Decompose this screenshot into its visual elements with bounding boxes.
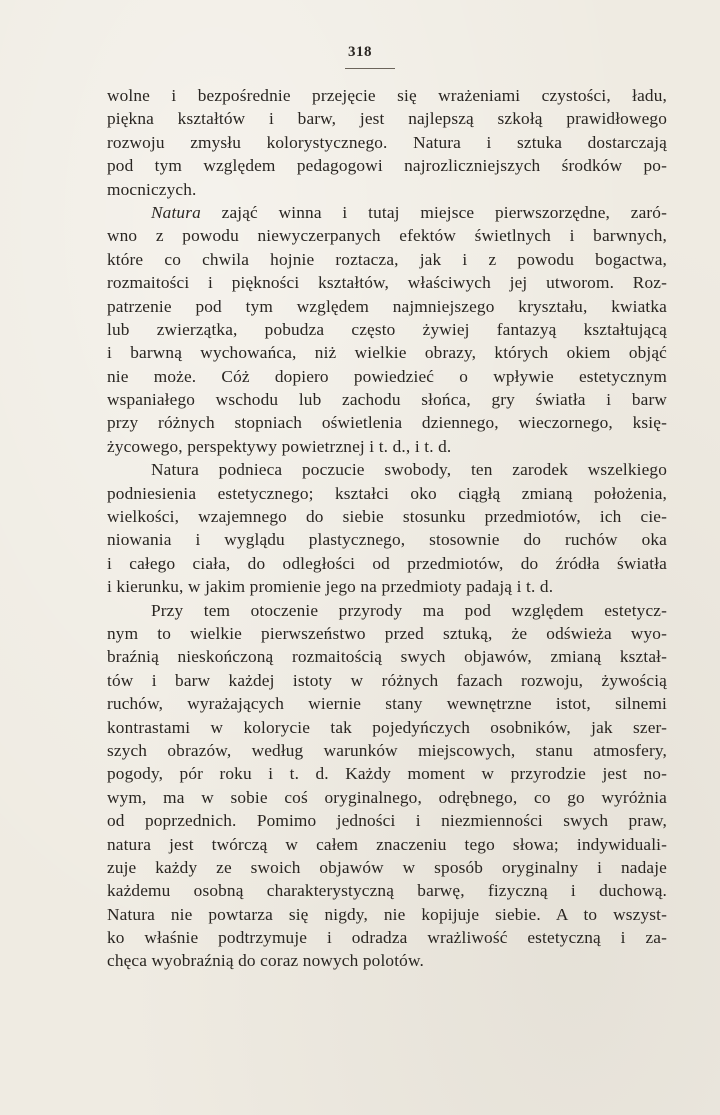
- text-line: niowania i wyglądu plastycznego, stosownie do ruchów oka: [107, 530, 667, 550]
- text-line: które co chwila hojnie roztacza, jak i z powodu bogactwa,: [107, 249, 667, 269]
- page-number-rule: [345, 68, 395, 69]
- text-line: nym to wielkie pierwszeństwo przed sztuką, że odświeża wyo-: [107, 623, 667, 643]
- text-line: rozwoju zmysłu kolorystycznego. Natura i sztuka dostarczają: [107, 132, 667, 152]
- text-line: wielkości, wzajemnego do siebie stosunku przedmiotów, ich cie-: [107, 507, 667, 527]
- text-line: nie może. Cóż dopiero powiedzieć o wpływie estetycznym: [107, 366, 667, 386]
- text-line: Natura nie powtarza się nigdy, nie kopijuje siebie. A to wszyst-: [107, 904, 667, 924]
- text-line: szych obrazów, według warunków miejscowych, stanu atmosfery,: [107, 740, 667, 760]
- italic-word: Natura: [151, 202, 201, 222]
- text-line: [107, 201, 667, 224]
- text-line: i barwną wychowańca, niż wielkie obrazy, których okiem objąć: [107, 343, 667, 363]
- text-line: mocniczych.: [107, 179, 197, 199]
- page-number: 318: [348, 44, 372, 60]
- text-line: każdemu osobną charakterystyczną barwę, fizyczną i duchową.: [107, 881, 667, 901]
- text-line: kontrastami w kolorycie tak pojedyńczych osobników, jak szer-: [107, 717, 667, 737]
- text-line: Przy tem otoczenie przyrody ma pod względem estetycz-: [151, 600, 667, 620]
- text-line: natura jest twórczą w całem znaczeniu tego słowa; indywiduali-: [107, 834, 667, 854]
- text-line: wolne i bezpośrednie przejęcie się wrażeniami czystości, ładu,: [107, 86, 667, 105]
- text-line: ruchów, wyrażających wiernie stany wewnętrzne istot, silnemi: [107, 694, 667, 714]
- text-line: i kierunku, w jakim promienie jego na przedmioty padają i t. d.: [107, 577, 554, 597]
- text-line: chęca wyobraźnią do coraz nowych polotów.: [107, 951, 424, 971]
- text-line: życowego, perspektywy powietrznej i t. d., i t. d.: [107, 436, 452, 456]
- text-line: ko właśnie podtrzymuje i odradza wrażliwość estetyczną i za-: [107, 928, 667, 948]
- text-line: braźnią nieskończoną rozmaitością swych objawów, zmianą kształ-: [107, 647, 667, 667]
- text-line: Natura podnieca poczucie swobody, ten zarodek wszelkiego: [151, 460, 667, 480]
- text-line: zuje każdy ze swoich objawów w sposób oryginalny i nadaje: [107, 857, 667, 877]
- text-line: pogody, pór roku i t. d. Każdy moment w przyrodzie jest no-: [107, 764, 667, 784]
- paragraph: [107, 84, 667, 201]
- text-line: i całego ciała, do odległości od przedmiotów, do źródła światła: [107, 553, 667, 573]
- text-segment: zająć winna i tutaj miejsce pierwszorzędne, zaró-: [200, 202, 667, 222]
- text-line: od poprzednich. Pomimo jedności i niezmienności swych praw,: [107, 811, 667, 831]
- text-line: rozmaitości i piękności kształtów, właściwych jej utworom. Roz-: [107, 273, 667, 293]
- body-text: [107, 84, 667, 973]
- paragraph: [107, 458, 667, 598]
- text-line: wym, ma w sobie coś oryginalnego, odrębnego, co go wyróżnia: [107, 787, 667, 807]
- text-line: tów i barw każdej istoty w różnych fazach rozwoju, żywością: [107, 670, 667, 690]
- paragraph: [107, 599, 667, 973]
- text-line: piękna kształtów i barw, jest najlepszą szkołą prawidłowego: [107, 109, 667, 129]
- text-line: lub zwierzątka, pobudza często żywiej fantazyą kształtującą: [107, 319, 667, 339]
- text-line: przy różnych stopniach oświetlenia dziennego, wieczornego, księ-: [107, 413, 667, 433]
- text-line: patrzenie pod tym względem najmniejszego kryształu, kwiatka: [107, 296, 667, 316]
- text-line: wno z powodu niewyczerpanych efektów świetlnych i barwnych,: [107, 226, 667, 246]
- paragraph: [107, 201, 667, 458]
- text-line: pod tym względem pedagogowi najrozliczniejszych środków po-: [107, 156, 667, 176]
- text-line: wspaniałego wschodu lub zachodu słońca, gry światła i barw: [107, 390, 667, 410]
- text-line: podniesienia estetycznego; kształci oko ciągłą zmianą położenia,: [107, 483, 667, 503]
